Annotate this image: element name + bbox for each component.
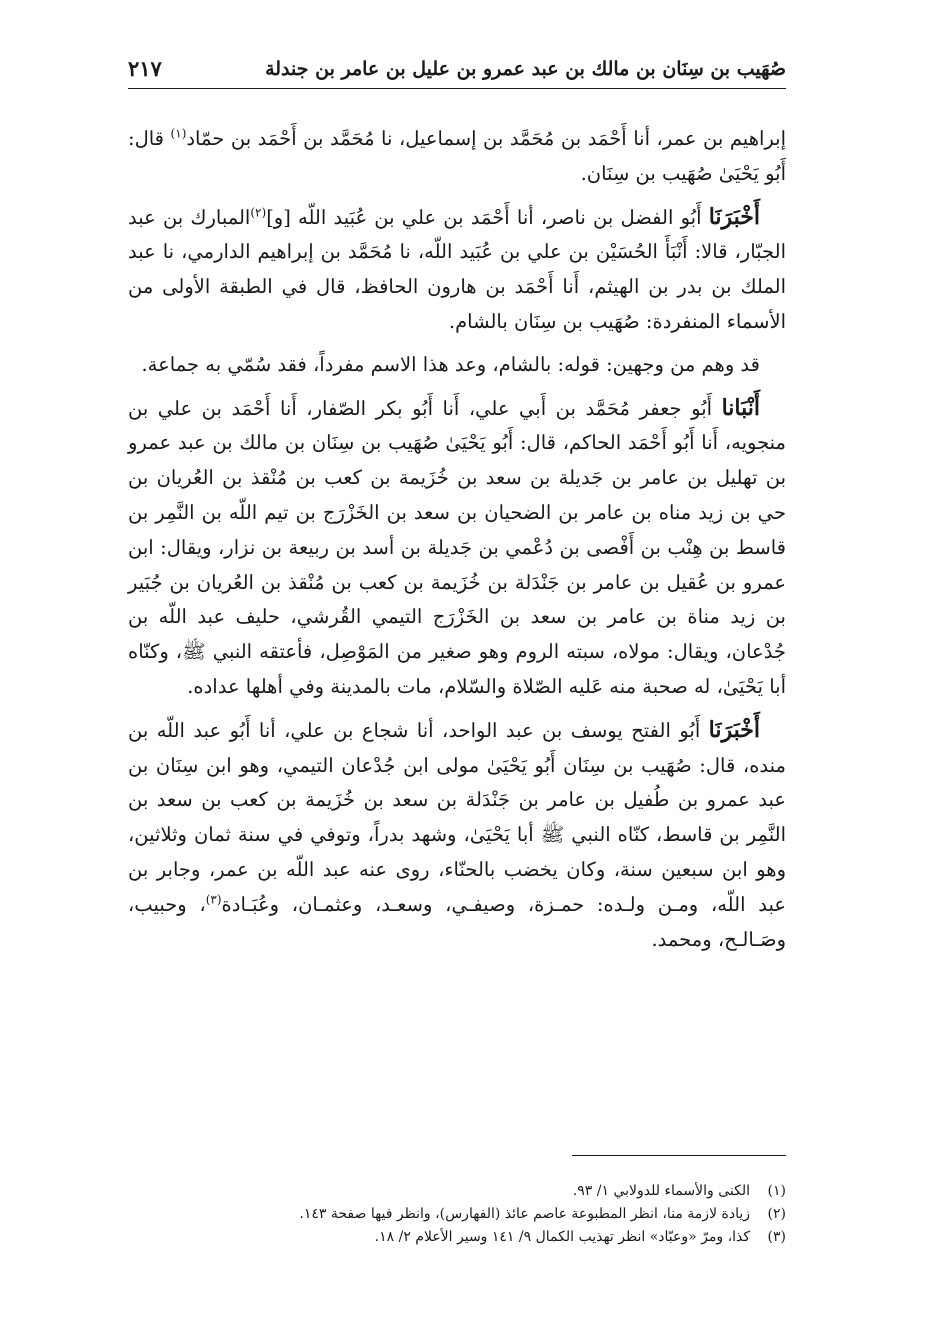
paragraph-text: أَبُو الفتح يوسف بن عبد الواحد، أنا شجاع بن علي، أنا أَبُو عبد اللّه بن منده، قال: صُهَيب بن سِنَان أَبُو يَحْيَىٰ مولى ابن جُدْعان التيمي، وهو ابن سِنَان بن عبد عمرو بن طُفيل بن عامر بن جَنْدَلة بن سعد بن خُزَيمة بن كعب بن سعد بن النَّمِر بن قاسط، كنّاه النبي ﷺ أبا يَحْيَىٰ، وشهد بدراً، وتوفي في سنة ثمان وثلاثين، وهو ابن سبعين سنة، وكان يخضب بالحنّاء، روى عنه عبد اللّه بن عمر، وجابر بن عبد اللّه، ومـن ولـده: حمـزة، وصيفـي، وسعـد، وعثمـان، وعُبَـادة xyxy=(128,718,786,916)
footnote-2 xyxy=(128,1203,786,1226)
footnote-3 xyxy=(128,1226,786,1249)
paragraph-5 xyxy=(128,713,786,958)
paragraph-text-cont: المبارك بن عبد الجبّار، قالا: أَنْبَأَ الحُسَيْن بن علي بن عُبَيد اللّه، نا مُحَمَّد بن إبراهيم الدارمي، نا عبد الملك بن بدر بن الهيثم، أَنا أَحْمَد بن هارون الحافظ، قال في الطبقة الأولى من الأسماء المنفردة: صُهَيب بن سِنَان بالشام. xyxy=(128,205,786,333)
footnote-text: زيادة لازمة منا، انظر المطبوعة عاصم عائذ (الفهارس)، وانظر فيها صفحة ١٤٣. xyxy=(299,1206,750,1222)
chain-lead-word: أَخْبَرَنَا xyxy=(708,716,760,743)
footnote-number: (٢) xyxy=(767,1206,786,1222)
running-title: صُهَيب بن سِنَان بن مالك بن عبد عمرو بن عليل بن عامر بن جندلة xyxy=(265,58,786,80)
paragraph-text-cont: قال: أَبُو يَحْيَىٰ صُهَيب بن سِنَان. xyxy=(128,127,786,185)
paragraph-text: أَبُو الفضل بن ناصر، أنا أَحْمَد بن علي بن عُبَيد اللّه [و] xyxy=(266,205,709,229)
paragraph-2 xyxy=(128,200,786,340)
footnote-marker-2: (٢) xyxy=(250,205,267,220)
page-number: ٢١٧ xyxy=(128,56,162,81)
chain-lead-word: أَخْبَرَنَا xyxy=(708,203,761,230)
paragraph-1 xyxy=(128,122,786,192)
chain-lead-word: أَنْبَانا xyxy=(721,394,760,421)
footnote-number: (١) xyxy=(767,1183,786,1199)
paragraph-text: قد وهم من وجهين: قوله: بالشام، وعد هذا الاسم مفرداً، فقد سُمّي به جماعة. xyxy=(141,352,760,376)
footnote-number: (٣) xyxy=(767,1229,786,1245)
main-text xyxy=(128,122,786,965)
footnote-marker-1: (١) xyxy=(170,126,187,141)
paragraph-3 xyxy=(128,348,786,383)
paragraph-text: إبراهيم بن عمر، أنا أَحْمَد بن مُحَمَّد بن إسماعيل، نا مُحَمَّد بن أَحْمَد بن حمّاد xyxy=(186,127,786,150)
paragraph-4 xyxy=(128,391,786,705)
paragraph-text: أَبُو جعفر مُحَمَّد بن أَبي علي، أَنا أَبُو بكر الصّفار، أَنا أَحْمَد بن علي بن منجويه، أَنا أَبُو أَحْمَد الحاكم، قال: أَبُو يَحْيَىٰ صُهَيب بن سِنَان بن مالك بن عبد عمرو بن تهليل بن عامر بن جَديلة بن سعد بن خُزَيمة بن كعب بن مُنْقذ بن العُريان بن حي بن زيد مناه بن عامر بن الضحيان بن سعد بن الخَزْرَج بن تيم اللّه بن النَّمِر بن قاسط بن هِنْب بن أَفْصى بن دُعْمي بن جَديلة بن أسد بن ربيعة بن نزار، ويقال: ابن عمرو بن عُقيل بن عامر بن جَنْدَلة بن خُزَيمة بن كعب بن مُنْقذ بن العُريان بن جُبَير بن زيد مناة بن عامر بن سعد بن الخَزْرَج التيمي القُرشي، حليف عبد اللّه بن جُدْعان، ويقال: مولاه، سبته الروم وهو صغير من المَوْصِل، فأعتقه النبي ﷺ، وكنّاه أبا يَحْيَىٰ، له صحبة منه عَليه الصّلاة والسّلام، مات بالمدينة وفي أهلها عداده. xyxy=(128,396,786,698)
footnote-1 xyxy=(128,1180,786,1203)
footnote-text: كذا، ومرّ «وعبّاد» انظر تهذيب الكمال ٩/ ١٤١ وسير الأعلام ٢/ ١٨. xyxy=(374,1229,750,1245)
footnotes xyxy=(128,1180,786,1249)
footnote-text: الكنى والأسماء للدولابي ١/ ٩٣. xyxy=(572,1183,750,1199)
footnote-divider xyxy=(572,1155,786,1156)
page-header xyxy=(128,48,786,89)
footnote-marker-3: (٣) xyxy=(205,892,222,907)
paragraph-text-cont: ، وحبيب، وصَـالـح، ومحمد. xyxy=(128,892,786,951)
